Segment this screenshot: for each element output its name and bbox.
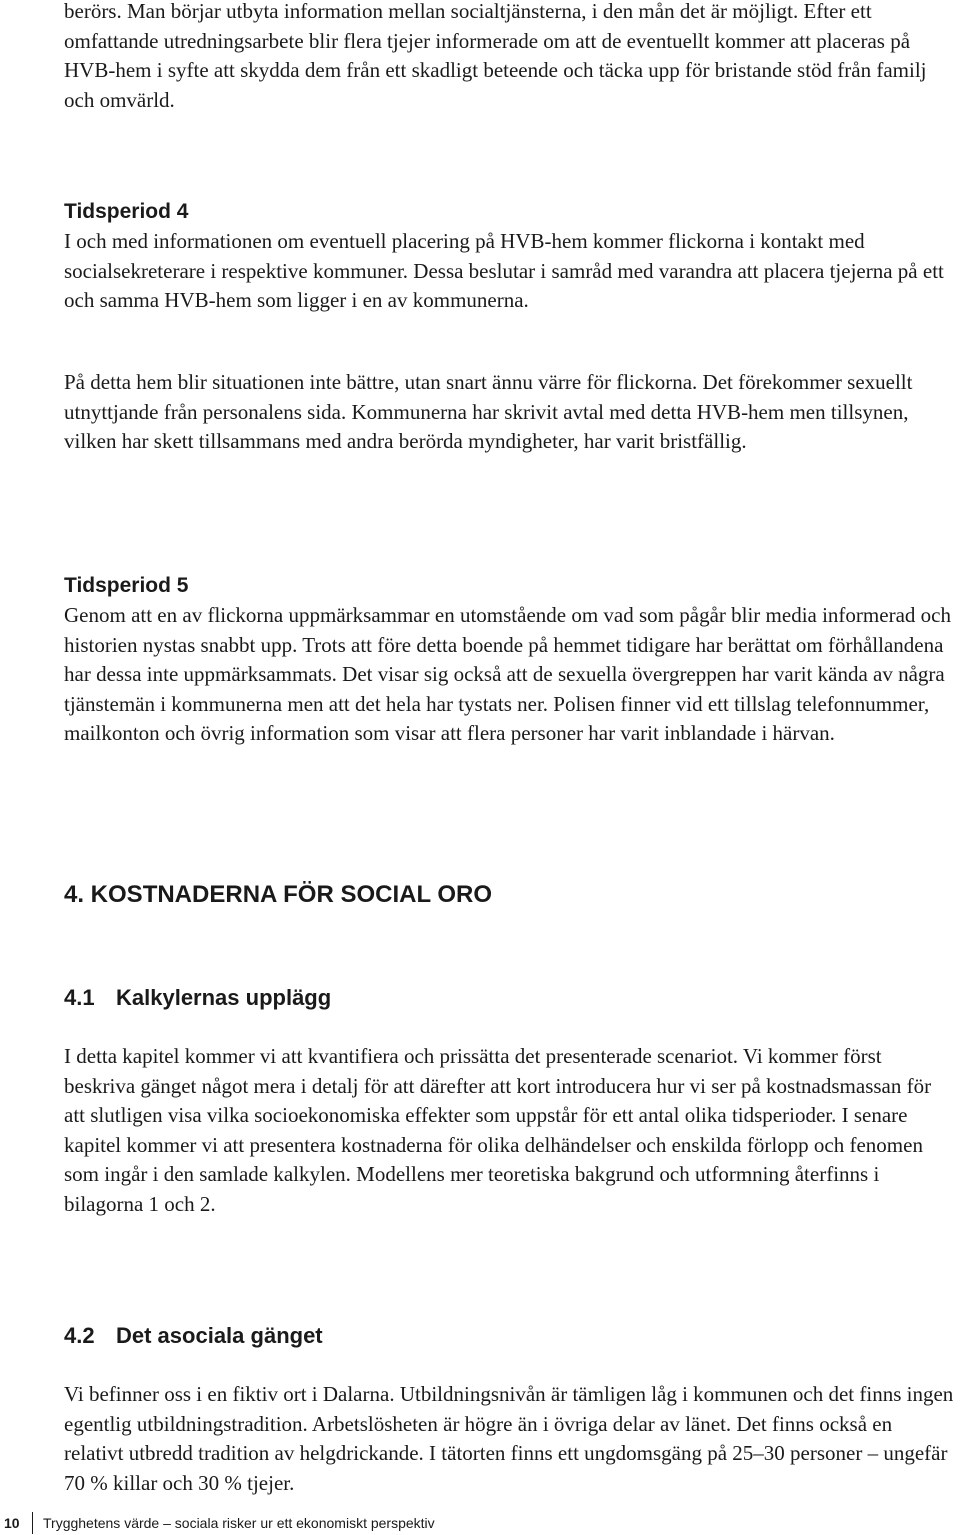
section-number: 4.1 bbox=[64, 985, 95, 1010]
intro-paragraph: berörs. Man börjar utbyta information mellan socialtjänsterna, i den mån det är möjligt. Efter ett omfattande utredningsarbete blir flera tjejer informerade om att de eventuellt kommer att placeras på HVB-hem i syfte att skydda dem från ett skadligt beteende och täcka upp för bristande stöd från familj och omvärld. bbox=[64, 0, 927, 112]
page-footer bbox=[0, 1512, 435, 1534]
tidsperiod-4-paragraph-2: På detta hem blir situationen inte bättre, utan snart ännu värre för flickorna. Det förekommer sexuellt utnyttjande från personalens sida. Kommunerna har skrivit avtal med detta HVB-hem men tillsynen, vilken har skett tillsammans med andra berörda myndigheter, har varit bristfällig. bbox=[64, 370, 913, 453]
section-number: 4.2 bbox=[64, 1323, 95, 1348]
page-number: 10 bbox=[4, 1515, 20, 1531]
tidsperiod-4-heading: Tidsperiod 4 bbox=[64, 200, 189, 223]
section-4-2-paragraph: Vi befinner oss i en fiktiv ort i Dalarna. Utbildningsnivån är tämligen låg i kommunen och det finns ingen egentlig utbildningstradition. Arbetslösheten är högre än i övriga delar av länet. Det finns också en relativt utbredd tradition av helgdrickande. I tätorten finns ett ungdomsgäng på 25–30 personer – ungefär 70 % killar och 30 % tjejer. bbox=[64, 1382, 954, 1495]
section-4-1-paragraph: I detta kapitel kommer vi att kvantifiera och prissätta det presenterade scenariot. Vi kommer först beskriva gänget något mera i detalj för att därefter att kort introducera hur vi ser på kostnadsmassan för att slutligen visa vilka socioekonomiska effekter som uppstår för ett antal olika tidsperioder. I senare kapitel kommer vi att presentera kostnaderna för olika delhändelser och enskilda förlopp och fenomen som ingår i den samlade kalkylen. Modellens mer teoretiska bakgrund och utformning återfinns i bilagorna 1 och 2. bbox=[64, 1044, 932, 1216]
footer-title: Trygghetens värde – sociala risker ur ett ekonomiskt perspektiv bbox=[43, 1515, 435, 1531]
section-4-1-heading bbox=[64, 985, 331, 1011]
section-4-2-heading bbox=[64, 1323, 323, 1349]
footer-divider bbox=[32, 1512, 33, 1534]
section-title: Kalkylernas upplägg bbox=[116, 985, 332, 1010]
tidsperiod-5-heading: Tidsperiod 5 bbox=[64, 574, 189, 597]
tidsperiod-5-paragraph: Genom att en av flickorna uppmärksammar en utomstående om vad som pågår blir media informerad och historien nystas snabbt upp. Trots att före detta boende på hemmet tidigare har berättat om förhållandena har dessa inte uppmärksammats. Det visar sig också att de sexuella övergreppen har varit kända av några tjänstemän i kommunerna men att det hela har tystats ner. Polisen finner vid ett tillslag telefonnummer, mailkonton och övrig information som visar att flera personer har varit inblandade i härvan. bbox=[64, 603, 951, 745]
chapter-heading: 4. KOSTNADERNA FÖR SOCIAL ORO bbox=[64, 881, 493, 908]
section-title: Det asociala gänget bbox=[116, 1323, 323, 1348]
tidsperiod-4-paragraph-1: I och med informationen om eventuell placering på HVB-hem kommer flickorna i kontakt med socialsekreterare i respektive kommuner. Dessa beslutar i samråd med varandra att placera tjejerna på ett och samma HVB-hem som ligger i en av kommunerna. bbox=[64, 229, 944, 312]
